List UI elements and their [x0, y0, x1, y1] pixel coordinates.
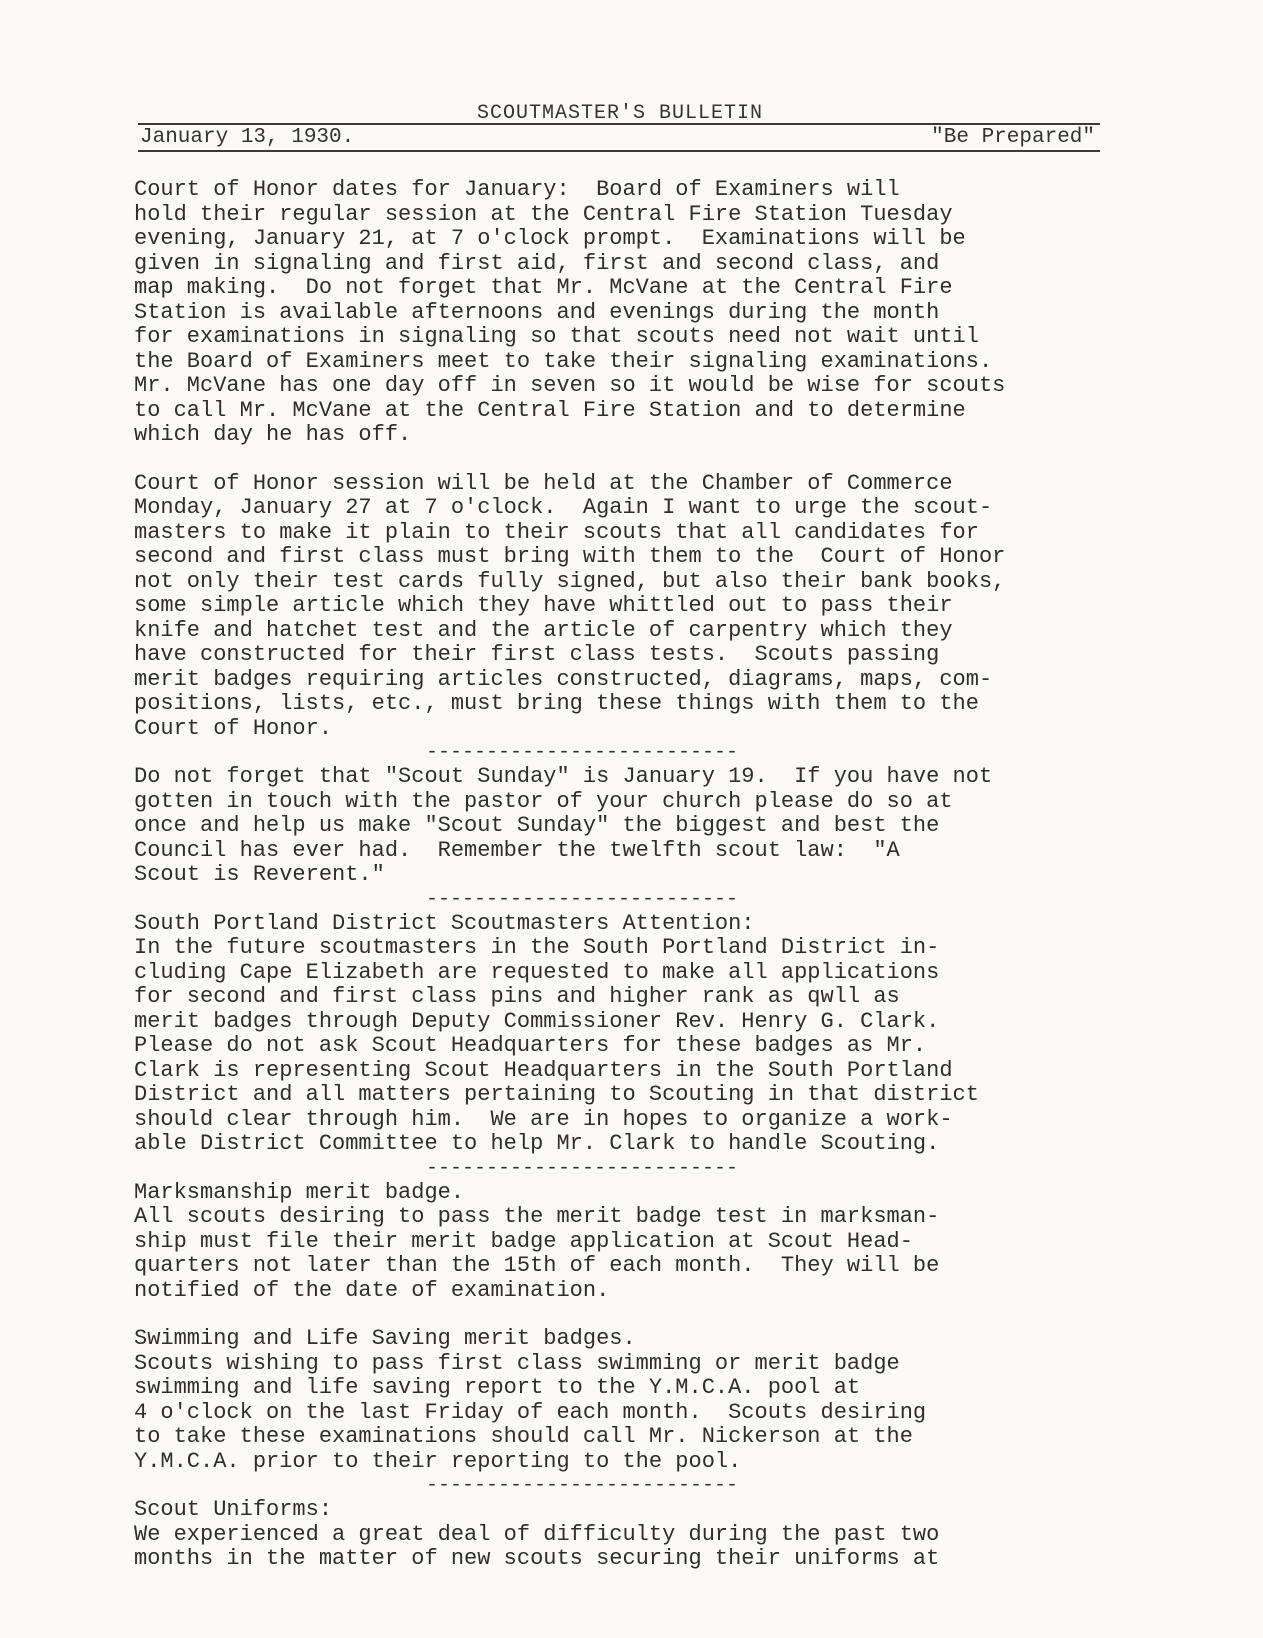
- text-line: evening, January 21, at 7 o'clock prompt. Examinations will be: [134, 226, 966, 251]
- text-line: Swimming and Life Saving merit badges.: [134, 1326, 636, 1351]
- text-line: for examinations in signaling so that scouts need not wait until: [134, 324, 979, 349]
- text-line: should clear through him. We are in hopes to organize a work-: [134, 1106, 953, 1132]
- text-line: Court of Honor session will be held at the Chamber of Commerce: [134, 470, 953, 496]
- text-line: quarters not later than the 15th of each month. They will be: [134, 1253, 940, 1278]
- bulletin-title: SCOUTMASTER'S BULLETIN: [476, 102, 764, 125]
- paragraph-gap: [134, 1303, 1134, 1327]
- paragraph-court-of-honor-session: [134, 472, 1134, 742]
- bulletin-motto: "Be Prepared": [931, 126, 1095, 149]
- text-line: gotten in touch with the pastor of your church please do so at: [134, 788, 953, 814]
- dateline-rule: [138, 150, 1100, 152]
- text-line: not only their test cards fully signed, but also their bank books,: [134, 568, 1006, 594]
- text-line: Scouts wishing to pass first class swimming or merit badge: [134, 1350, 900, 1376]
- text-line: for second and first class pins and higher rank as qwll as: [134, 984, 900, 1009]
- text-line: which day he has off.: [134, 422, 412, 447]
- text-line: hold their regular session at the Central Fire Station Tuesday: [134, 201, 953, 227]
- text-line: Council has ever had. Remember the twelfth scout law: "A: [134, 837, 900, 863]
- text-line: Station is available afternoons and evenings during the month: [134, 299, 940, 325]
- text-line: 4 o'clock on the last Friday of each month. Scouts desiring: [134, 1399, 927, 1425]
- text-line: Court of Honor dates for January: Board of Examiners will: [134, 177, 900, 202]
- paragraph-gap: [134, 448, 1134, 472]
- text-line: We experienced a great deal of difficulty during the past two: [134, 1521, 940, 1547]
- text-line: Scout is Reverent.": [134, 862, 385, 887]
- text-line: Monday, January 27 at 7 o'clock. Again I want to urge the scout-: [134, 495, 993, 520]
- section-separator: --------------------------: [426, 1156, 739, 1180]
- text-line: given in signaling and first aid, first and second class, and: [134, 250, 940, 276]
- text-line: Marksmanship merit badge.: [134, 1179, 465, 1205]
- text-line: merit badges requiring articles constructed, diagrams, maps, com-: [134, 666, 993, 692]
- text-line: Please do not ask Scout Headquarters for these badges as Mr.: [134, 1033, 927, 1058]
- text-line: once and help us make "Scout Sunday" the biggest and best the: [134, 813, 940, 838]
- bulletin-body: [134, 178, 1134, 1572]
- title-rule: [138, 123, 1100, 125]
- text-line: months in the matter of new scouts securing their uniforms at: [134, 1546, 940, 1571]
- text-line: South Portland District Scoutmasters Attention:: [134, 910, 755, 936]
- text-line: Do not forget that "Scout Sunday" is January 19. If you have not: [134, 764, 993, 789]
- text-line: second and first class must bring with them to the Court of Honor: [134, 544, 1006, 569]
- text-line: Court of Honor.: [134, 715, 333, 741]
- text-line: Mr. McVane has one day off in seven so it would be wise for scouts: [134, 373, 1006, 398]
- paragraph-marksmanship-badge: [134, 1181, 1134, 1304]
- paragraph-south-portland-district: [134, 912, 1134, 1157]
- text-line: to take these examinations should call Mr. Nickerson at the: [134, 1424, 913, 1449]
- section-separator: --------------------------: [426, 741, 739, 764]
- text-line: Scout Uniforms:: [134, 1497, 333, 1522]
- section-separator: --------------------------: [426, 887, 739, 911]
- text-line: have constructed for their first class tests. Scouts passing: [134, 642, 940, 667]
- text-line: notified of the date of examination.: [134, 1277, 610, 1303]
- text-line: merit badges through Deputy Commissioner Rev. Henry G. Clark.: [134, 1008, 940, 1034]
- paragraph-swimming-life-saving: [134, 1327, 1134, 1474]
- text-line: Clark is representing Scout Headquarters in the South Portland: [134, 1057, 953, 1083]
- paragraph-scout-uniforms: [134, 1498, 1134, 1572]
- text-line: cluding Cape Elizabeth are requested to make all applications: [134, 959, 940, 985]
- paragraph-court-of-honor-dates: [134, 178, 1134, 448]
- text-line: knife and hatchet test and the article of carpentry which they: [134, 617, 953, 643]
- text-line: some simple article which they have whittled out to pass their: [134, 593, 953, 618]
- text-line: In the future scoutmasters in the South Portland District in-: [134, 935, 940, 960]
- text-line: map making. Do not forget that Mr. McVane at the Central Fire: [134, 275, 953, 300]
- section-separator: --------------------------: [426, 1474, 739, 1497]
- text-line: masters to make it plain to their scouts that all candidates for: [134, 519, 979, 545]
- dateline: [140, 126, 1095, 149]
- text-line: All scouts desiring to pass the merit badge test in marksman-: [134, 1204, 940, 1229]
- text-line: District and all matters pertaining to Scouting in that district: [134, 1082, 979, 1107]
- bulletin-date: January 13, 1930.: [140, 126, 355, 149]
- paragraph-scout-sunday: [134, 765, 1134, 888]
- text-line: swimming and life saving report to the Y.M.C.A. pool at: [134, 1375, 861, 1400]
- text-line: the Board of Examiners meet to take their signaling examinations.: [134, 348, 993, 374]
- text-line: ship must file their merit badge application at Scout Head-: [134, 1228, 913, 1254]
- text-line: positions, lists, etc., must bring these things with them to the: [134, 691, 979, 716]
- text-line: Y.M.C.A. prior to their reporting to the pool.: [134, 1448, 742, 1474]
- text-line: to call Mr. McVane at the Central Fire Station and to determine: [134, 397, 966, 423]
- text-line: able District Committee to help Mr. Clark to handle Scouting.: [134, 1131, 940, 1156]
